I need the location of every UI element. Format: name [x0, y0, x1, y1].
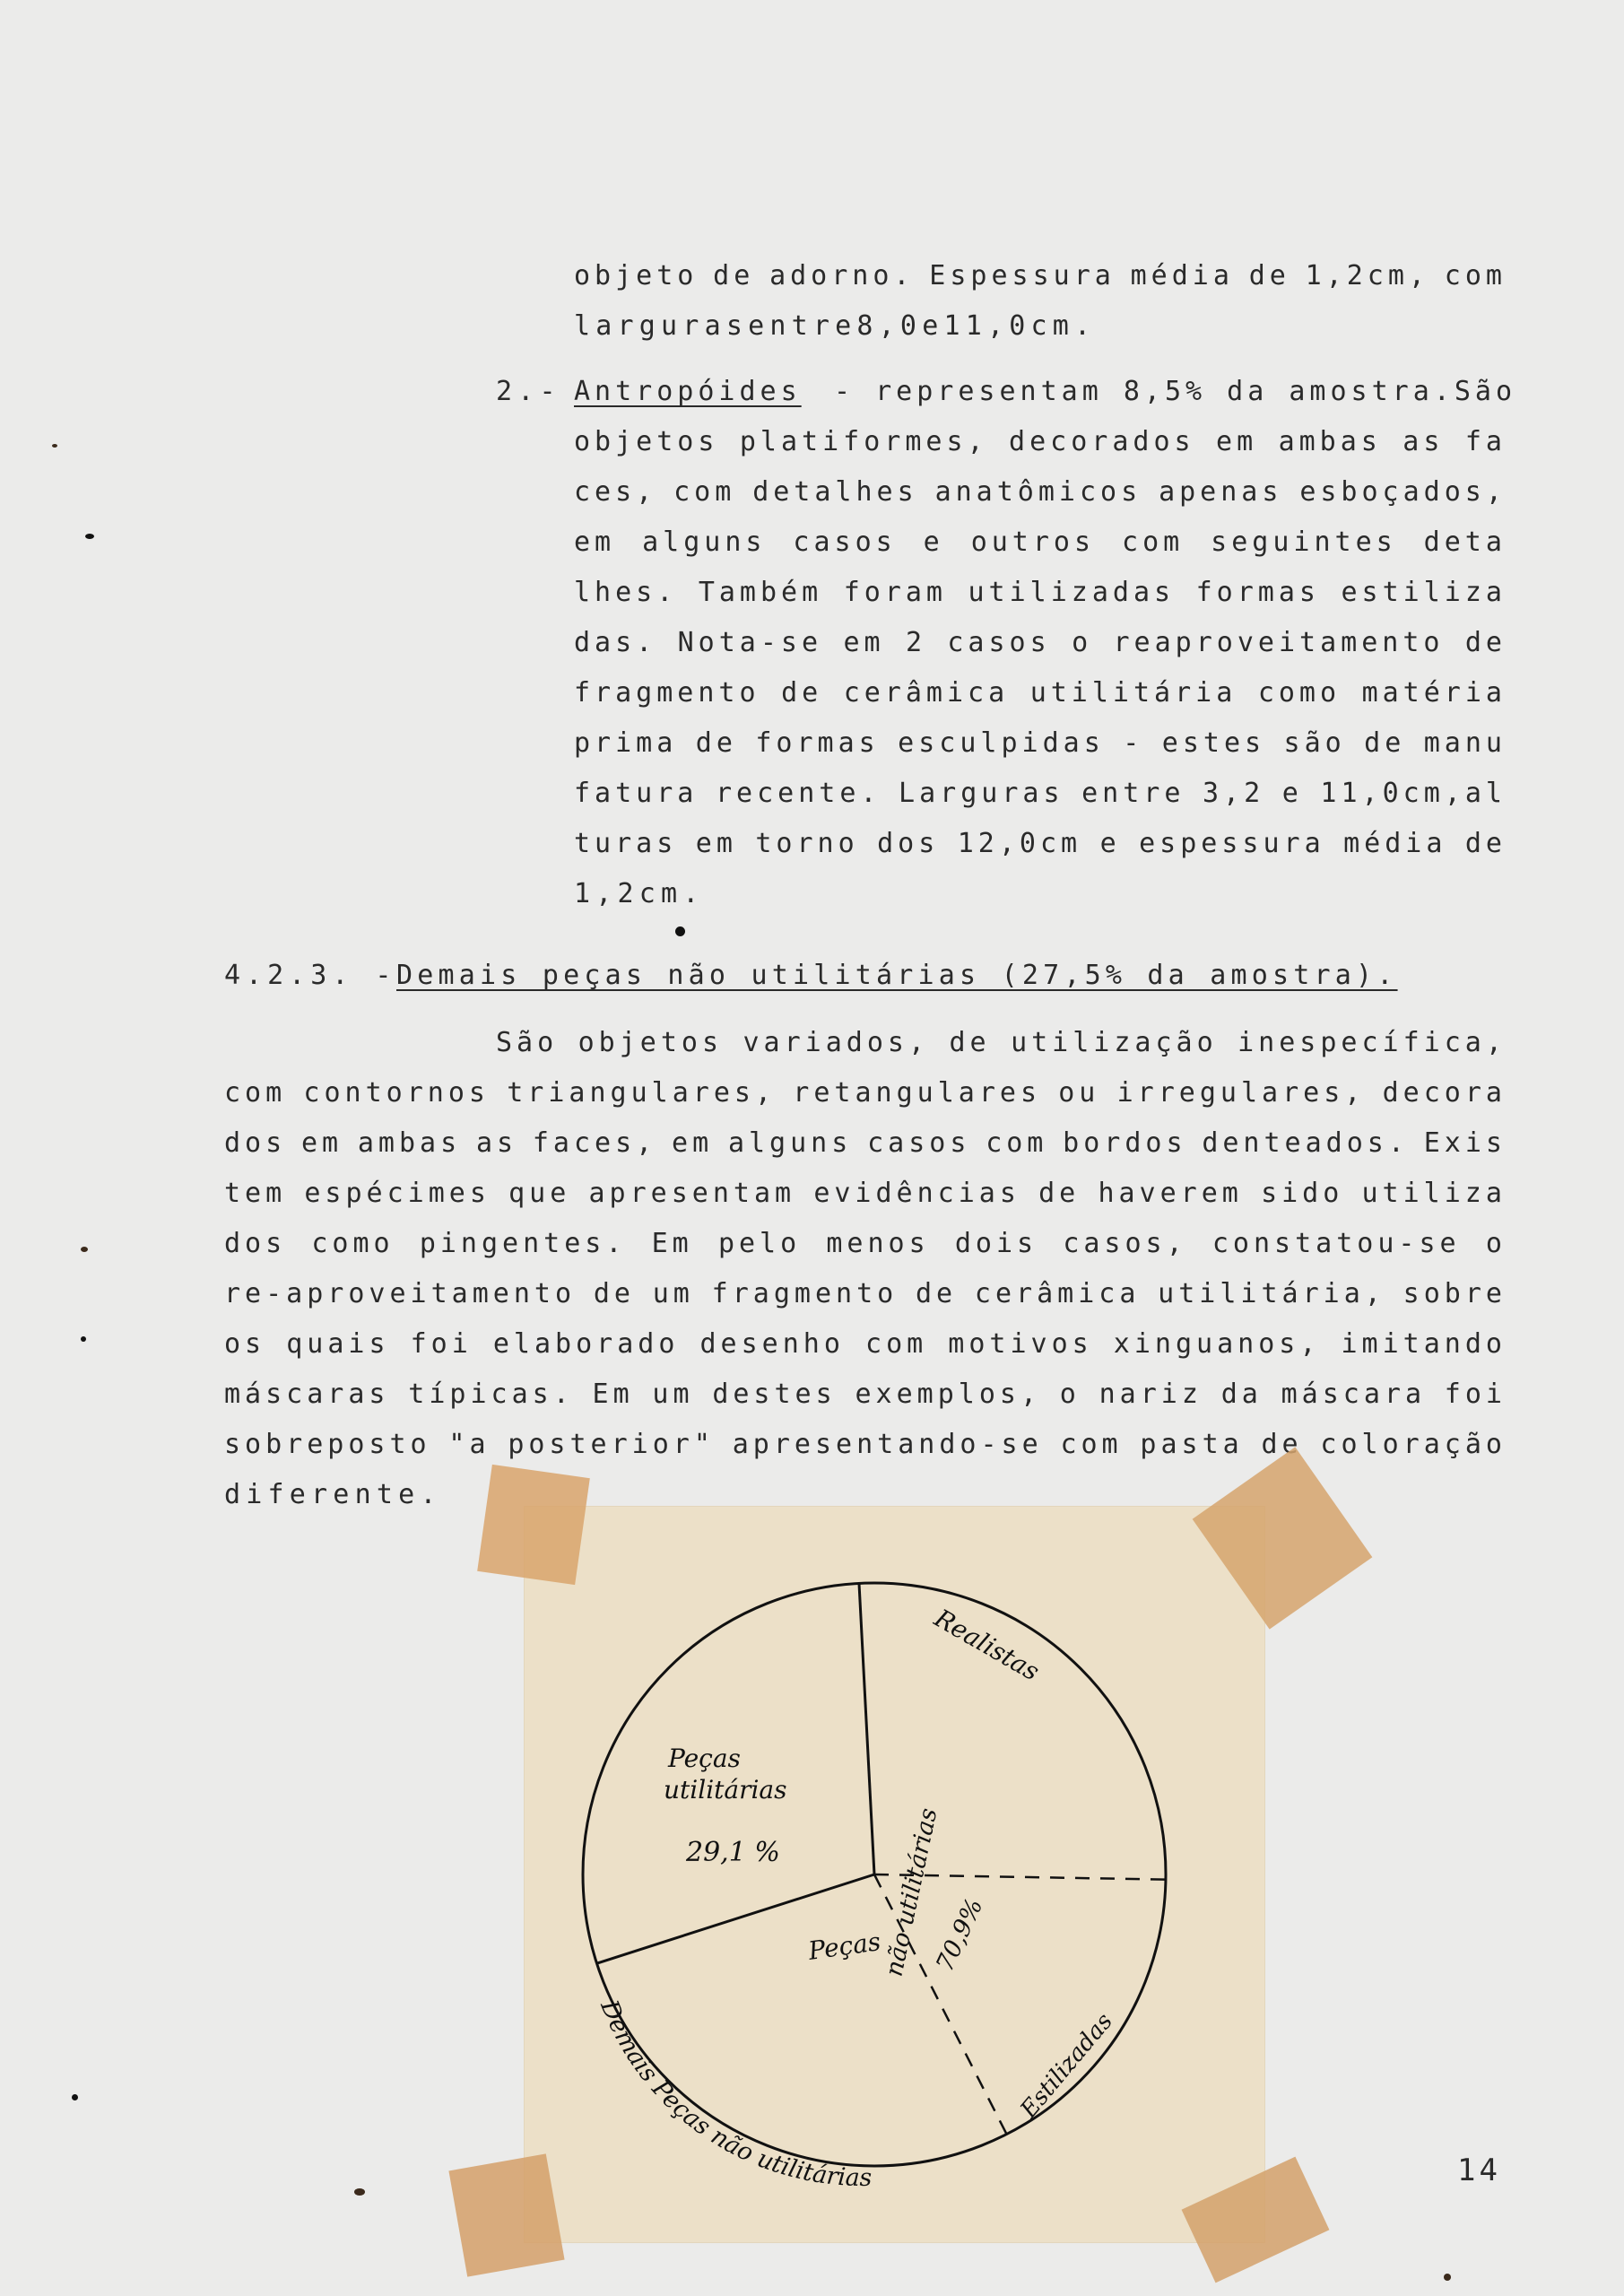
word: apenas — [1159, 476, 1283, 508]
word: de — [713, 260, 755, 291]
word: com — [865, 1328, 928, 1360]
word: posterior" — [508, 1429, 715, 1460]
word: destes — [712, 1378, 837, 1410]
section-paragraph-line — [224, 1180, 1507, 1207]
word: como — [1257, 677, 1342, 709]
word: Em — [651, 1228, 693, 1259]
word: manu — [1423, 727, 1507, 759]
word: de — [593, 1278, 635, 1309]
pie-chart-paper — [525, 1507, 1264, 2242]
word: com — [1444, 260, 1507, 291]
word: em — [672, 1127, 714, 1159]
page-number: 14 — [1457, 2152, 1501, 2188]
word: esboçados, — [1299, 476, 1507, 508]
word: o — [1059, 1378, 1081, 1410]
word: alguns — [727, 1127, 853, 1159]
word: 1,2cm. — [574, 878, 705, 909]
word: utilizadas — [968, 577, 1176, 608]
scan-speck — [81, 1247, 88, 1252]
word: bordos — [1063, 1127, 1187, 1159]
word: tem — [224, 1178, 287, 1209]
word: triangulares, — [507, 1077, 777, 1109]
label-demais-path: Demais Peças não utilitárias — [595, 1996, 873, 2192]
word: denteados. — [1202, 1127, 1409, 1159]
word: 3,2 — [1203, 778, 1265, 809]
label-utilitarias: utilitárias — [664, 1775, 787, 1805]
word: são — [1283, 727, 1346, 759]
section-title: Demais peças não utilitárias (27,5% da amostra). — [396, 960, 1398, 991]
section-paragraph-line — [224, 1431, 1507, 1458]
word: formas — [1195, 577, 1320, 608]
word: foram — [843, 577, 947, 608]
top-paragraph-line — [574, 260, 1507, 291]
word: como — [311, 1228, 395, 1259]
word: 12,0cm — [957, 828, 1082, 859]
word: objeto — [574, 260, 699, 291]
word: o — [1485, 1228, 1507, 1259]
word: de — [949, 1027, 991, 1058]
word: sido — [1261, 1178, 1344, 1209]
word: cerâmica — [974, 1278, 1141, 1309]
word: um — [652, 1278, 694, 1309]
word: exemplos, — [855, 1378, 1042, 1410]
item2-line — [574, 780, 1507, 807]
word: objetos — [578, 1027, 724, 1058]
word: anatômicos — [934, 476, 1142, 508]
word: Em — [592, 1378, 634, 1410]
word: espécimes — [304, 1178, 491, 1209]
word: de — [1464, 627, 1507, 658]
word: objetos — [574, 426, 719, 457]
word: espessura — [1139, 828, 1325, 859]
word: um — [652, 1378, 694, 1410]
word: ou — [1058, 1077, 1100, 1109]
word: Nota-se — [677, 627, 823, 658]
word: com — [986, 1127, 1048, 1159]
word: as — [475, 1127, 518, 1159]
word: casos — [867, 1127, 971, 1159]
word: que — [508, 1178, 571, 1209]
word: elaborado — [492, 1328, 680, 1360]
word: entre — [1081, 778, 1185, 809]
word: 1,2cm, — [1305, 260, 1429, 291]
word: pelo — [717, 1228, 802, 1259]
word: evidências — [813, 1178, 1020, 1209]
word: dos — [224, 1228, 287, 1259]
pie-chart — [525, 1507, 1264, 2242]
section-paragraph-line — [224, 1228, 1507, 1259]
word: - — [1123, 727, 1144, 759]
item2-line — [574, 828, 1507, 859]
word: fa — [1464, 426, 1507, 457]
label-utilitarias-value: 29,1 % — [686, 1837, 780, 1868]
word: menos — [826, 1228, 930, 1259]
word: inespecífica, — [1238, 1027, 1507, 1058]
word: 2 — [905, 627, 926, 658]
word: ces, — [574, 476, 657, 508]
word: deta — [1423, 526, 1507, 558]
word: cerâmica — [843, 677, 1010, 709]
word: reaproveitamento — [1113, 627, 1445, 658]
section-paragraph-line — [224, 1278, 1507, 1309]
label-demais — [595, 1996, 873, 2192]
word: de — [1464, 828, 1507, 859]
word: diferente. — [224, 1479, 442, 1510]
word: haverem — [1098, 1178, 1243, 1209]
word: 8,0 — [856, 310, 923, 342]
word: e — [1281, 778, 1303, 809]
word: detalhes — [752, 476, 918, 508]
section-paragraph-line — [496, 1027, 1507, 1058]
word: sobreposto — [224, 1429, 431, 1460]
word: dos — [224, 1127, 287, 1159]
word: foi — [410, 1328, 473, 1360]
scan-speck — [81, 1336, 86, 1342]
word: 11,0cm,al — [1320, 778, 1507, 809]
word: Exis — [1423, 1127, 1507, 1159]
word: com — [673, 476, 736, 508]
word: entre — [748, 310, 857, 342]
word: Também — [698, 577, 823, 608]
tape-top-left — [477, 1465, 590, 1585]
word: recente. — [715, 778, 881, 809]
section-paragraph-line — [224, 1328, 1507, 1360]
section-number: 4.2.3. - — [224, 960, 397, 991]
word: foi — [1444, 1378, 1507, 1410]
word: apresentam — [588, 1178, 796, 1209]
word: decora — [1382, 1077, 1507, 1109]
item2-line — [574, 727, 1507, 759]
word: prima — [574, 727, 678, 759]
tape-bottom-left — [448, 2153, 564, 2276]
word: xinguanos, — [1113, 1328, 1321, 1360]
label-pecas: Peças — [668, 1744, 741, 1773]
word: irregulares, — [1116, 1077, 1366, 1109]
section-paragraph-line — [224, 1077, 1507, 1109]
word: fragmento — [711, 1278, 899, 1309]
word: casos, — [1063, 1228, 1187, 1259]
word: com — [1060, 1429, 1123, 1460]
word: com — [1122, 526, 1185, 558]
word: o — [1072, 627, 1093, 658]
label-estilizadas: Estilizadas — [1015, 2008, 1118, 2124]
word: de — [1248, 260, 1290, 291]
word: esculpidas — [898, 727, 1105, 759]
word: platiformes, — [739, 426, 988, 457]
word: casos — [947, 627, 1051, 658]
scan-speck — [85, 534, 94, 539]
section-paragraph-line — [224, 1479, 442, 1510]
item2-line — [574, 579, 1507, 606]
word: sobre — [1403, 1278, 1507, 1309]
word: em — [574, 526, 616, 558]
word: - representam 8,5% da amostra. — [834, 376, 1455, 407]
word: 11,0cm. — [943, 310, 1097, 342]
word: e — [923, 526, 944, 558]
word: quais — [286, 1328, 390, 1360]
word: lhes. — [574, 577, 678, 608]
word: pingentes. — [419, 1228, 627, 1259]
word: utilitária — [1029, 677, 1238, 709]
item2-line — [574, 627, 1507, 658]
word: máscara — [1281, 1378, 1427, 1410]
word: adorno. — [769, 260, 915, 291]
word: as — [1403, 426, 1445, 457]
word: apresentando-se — [732, 1429, 1043, 1460]
word: matéria — [1361, 677, 1507, 709]
item2-line — [574, 426, 1507, 457]
word: em — [843, 627, 885, 658]
word: máscaras — [224, 1378, 390, 1410]
word: e — [922, 310, 944, 342]
word: re-aproveitamento — [224, 1278, 577, 1309]
word: fatura — [574, 778, 699, 809]
word: casos — [793, 526, 897, 558]
word: ambas — [357, 1127, 462, 1159]
word: estes — [1161, 727, 1266, 759]
word: motivos — [948, 1328, 1093, 1360]
word: em — [695, 828, 737, 859]
word: alguns — [642, 526, 767, 558]
item2-line — [574, 526, 1507, 558]
word: utiliza — [1361, 1178, 1507, 1209]
word: seguintes — [1211, 526, 1397, 558]
word: nariz — [1099, 1378, 1203, 1410]
word: outros — [970, 526, 1096, 558]
item2-line — [834, 376, 1517, 407]
word: dos — [877, 828, 940, 859]
word: decorados — [1009, 426, 1195, 457]
word: de — [1364, 727, 1406, 759]
word: constatou-se — [1211, 1228, 1461, 1259]
word: coloração — [1320, 1429, 1507, 1460]
item2-line — [574, 878, 705, 909]
word: estiliza — [1341, 577, 1507, 608]
word: torno — [755, 828, 859, 859]
section-paragraph-line — [224, 1127, 1507, 1159]
section-paragraph-line — [224, 1378, 1507, 1410]
item2-line — [574, 677, 1507, 709]
scan-speck — [72, 2094, 78, 2100]
word: faces, — [532, 1127, 657, 1159]
word: Larguras — [899, 778, 1064, 809]
item2-line — [574, 476, 1507, 508]
item2-number: 2.- — [496, 376, 561, 407]
word: desenho — [699, 1328, 845, 1360]
word: utilização — [1011, 1027, 1218, 1058]
word: média — [1343, 828, 1447, 859]
word: turas — [574, 828, 678, 859]
word: os — [224, 1328, 266, 1360]
word: das. — [574, 627, 657, 658]
word: de — [1038, 1178, 1081, 1209]
word: em — [1216, 426, 1258, 457]
word: "a — [448, 1429, 491, 1460]
word: formas — [755, 727, 880, 759]
word: Espessura — [929, 260, 1116, 291]
scan-speck — [1444, 2274, 1451, 2281]
word: utilitária, — [1158, 1278, 1385, 1309]
word: São — [496, 1027, 559, 1058]
slice-boundary-top — [859, 1583, 874, 1874]
word: São — [1454, 376, 1517, 407]
word: dois — [954, 1228, 1038, 1259]
word: de — [781, 677, 823, 709]
word: retangulares — [793, 1077, 1042, 1109]
word: de — [1261, 1429, 1303, 1460]
word: de — [695, 727, 737, 759]
word: larguras — [574, 310, 749, 342]
scan-speck — [52, 444, 57, 448]
word: média — [1130, 260, 1234, 291]
word: de — [915, 1278, 958, 1309]
word: pasta — [1140, 1429, 1244, 1460]
word: em — [300, 1127, 343, 1159]
word: imitando — [1341, 1328, 1507, 1360]
word: da — [1220, 1378, 1263, 1410]
label-nao-util-value: 70,9% — [931, 1894, 989, 1976]
word: típicas. — [408, 1378, 574, 1410]
word: fragmento — [574, 677, 760, 709]
label-nao-util: não utilitárias — [880, 1805, 943, 1979]
word: ambas — [1278, 426, 1382, 457]
label-nao-util-pecas: Peças — [806, 1926, 883, 1966]
word: e — [1099, 828, 1121, 859]
word: contornos — [303, 1077, 490, 1109]
word: com — [224, 1077, 287, 1109]
item2-title: Antropóides — [574, 376, 802, 407]
scan-speck — [354, 2188, 365, 2196]
top-paragraph-line — [574, 310, 1097, 342]
label-realistas: Realistas — [929, 1603, 1045, 1687]
bullet-dot — [675, 926, 685, 936]
word: variados, — [743, 1027, 930, 1058]
